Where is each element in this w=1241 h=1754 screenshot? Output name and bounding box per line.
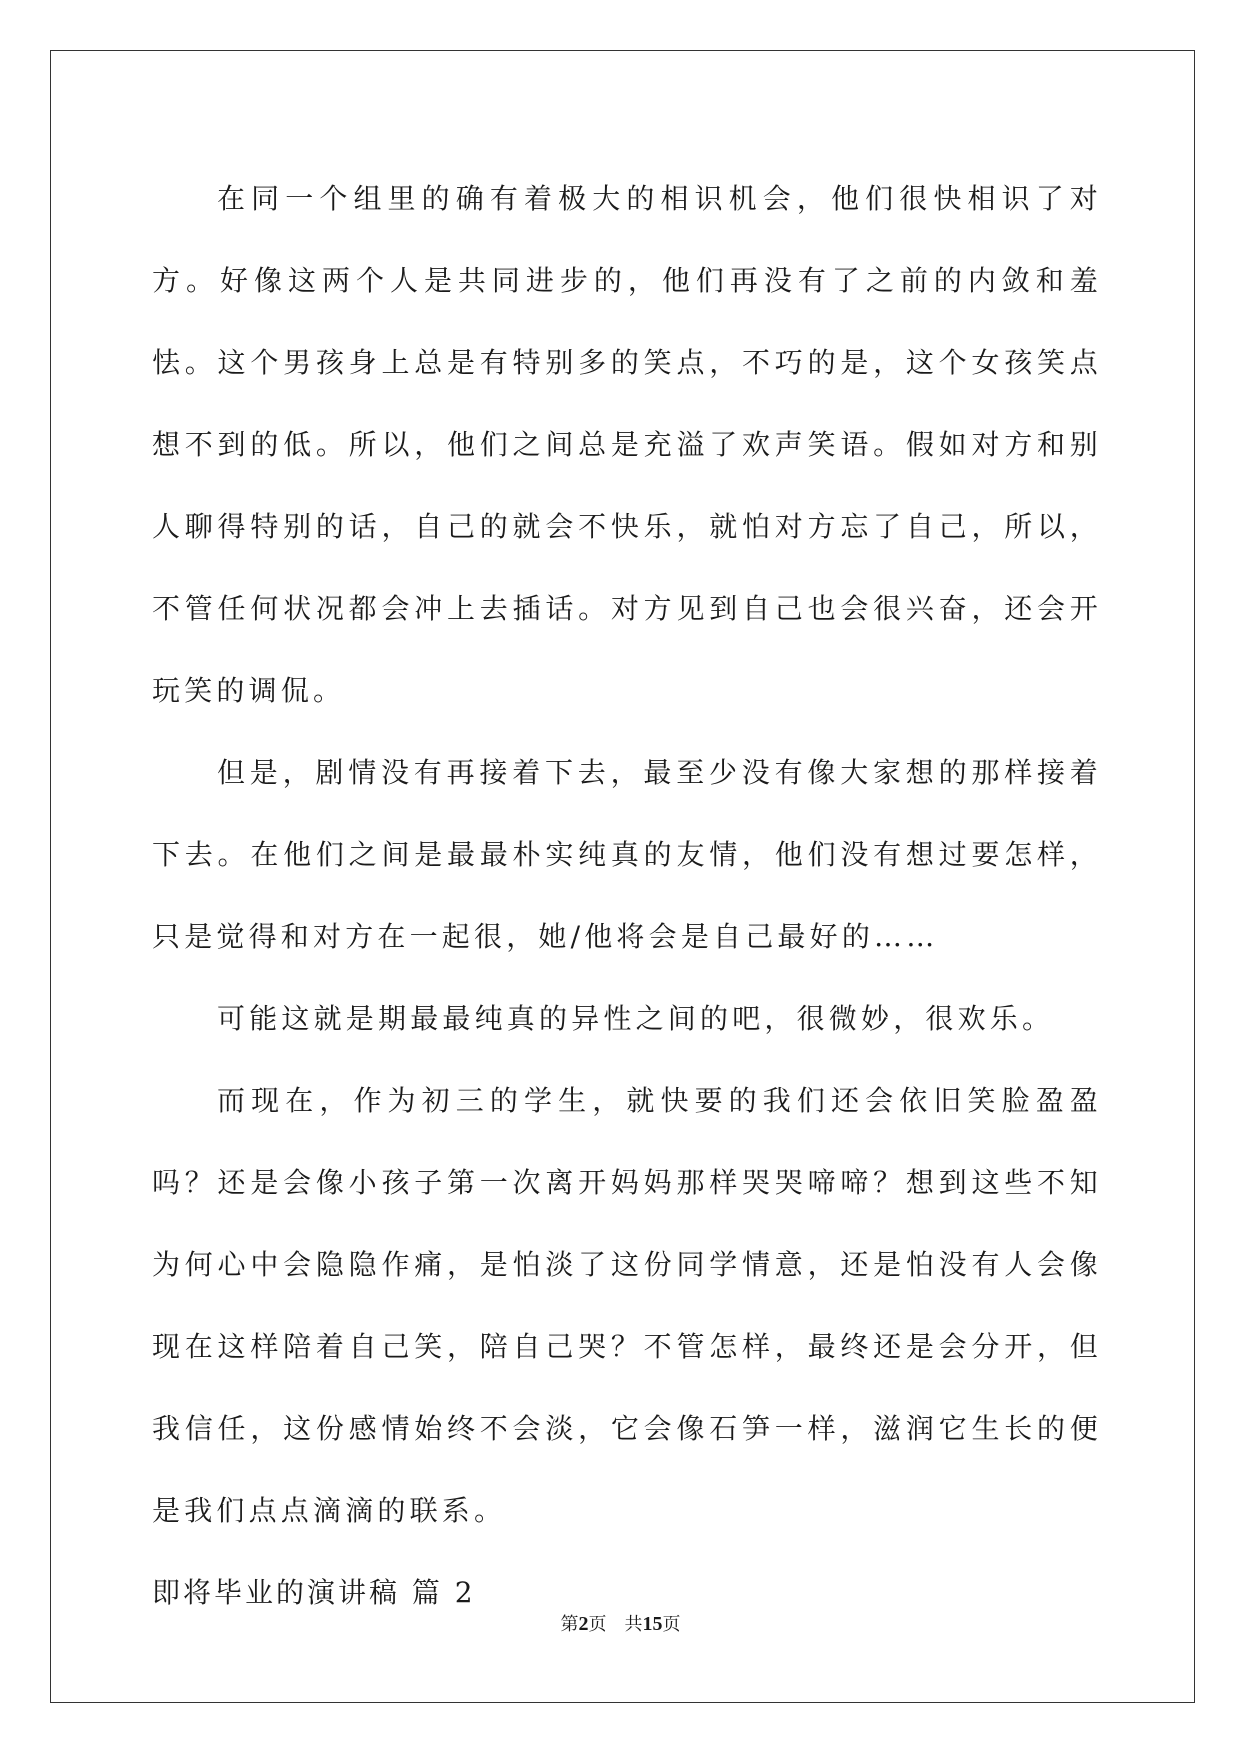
page-footer [0,1612,1241,1637]
paragraph-4: 而现在，作为初三的学生，就快要的我们还会依旧笑脸盈盈吗？还是会像小孩子第一次离开妈妈那样哭哭啼啼？想到这些不知为何心中会隐隐作痛，是怕淡了这份同学情意，还是怕没有人会像现在这样陪着自己笑，陪自己哭？不管怎样，最终还是会分开，但我信任，这份感情始终不会淡，它会像石笋一样，滋润它生长的便是我们点点滴滴的联系。 [152,1084,1102,1527]
paragraph-1: 在同一个组里的确有着极大的相识机会，他们很快相识了对方。好像这两个人是共同进步的，他们再没有了之前的内敛和羞怯。这个男孩身上总是有特别多的笑点，不巧的是，这个女孩笑点想不到的低。所以，他们之间总是充溢了欢声笑语。假如对方和别人聊得特别的话，自己的就会不快乐，就怕对方忘了自己，所以，不管任何状况都会冲上去插话。对方见到自己也会很兴奋，还会开玩笑的调侃。 [152,182,1102,707]
paragraph-3: 可能这就是期最最纯真的异性之间的吧，很微妙，很欢乐。 [217,1002,1055,1035]
page-mid: 页 共 [588,1614,643,1635]
page-suffix: 页 [662,1614,681,1635]
page-current: 2 [578,1613,589,1635]
section-title: 即将毕业的演讲稿 篇 2 [152,1576,476,1609]
page-total: 15 [642,1613,663,1635]
page-prefix: 第 [560,1614,579,1635]
paragraph-2: 但是，剧情没有再接着下去，最至少没有像大家想的那样接着下去。在他们之间是最最朴实纯真的友情，他们没有想过要怎样，只是觉得和对方在一起很，她/他将会是自己最好的…… [152,756,1102,953]
document-body [152,158,1102,1634]
